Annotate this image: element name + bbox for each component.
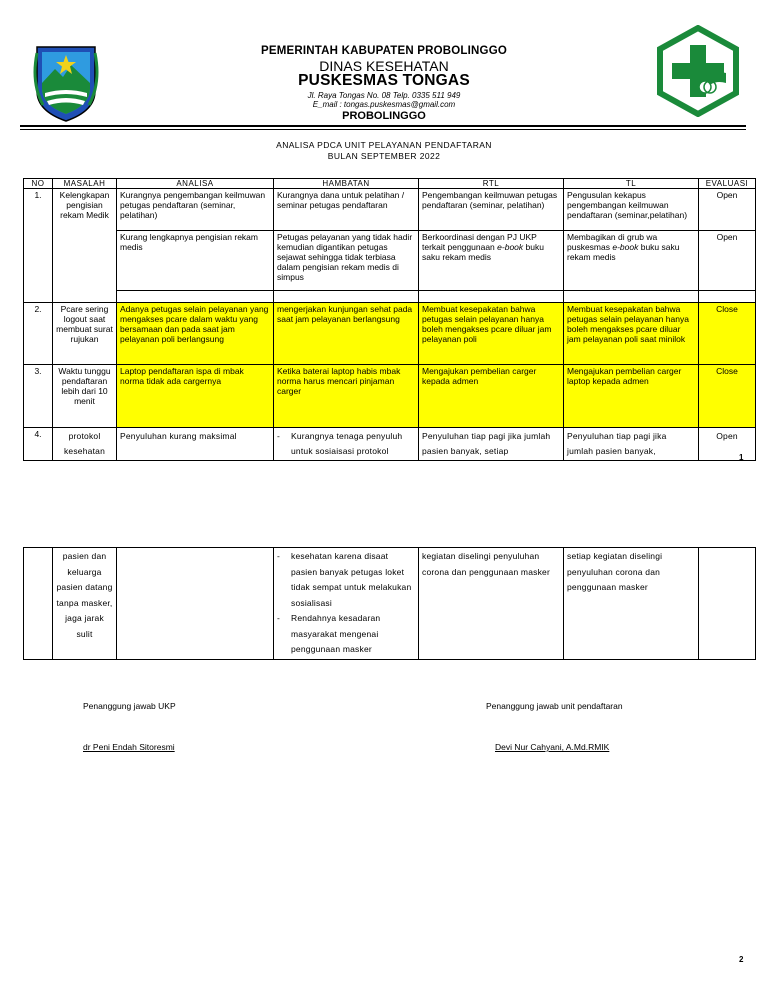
row4-masalah-part2: pasien dan keluarga pasien datang tanpa masker, jaga jarak sulit	[53, 548, 117, 660]
header-no: NO	[24, 179, 53, 189]
right-signatory-name: Devi Nur Cahyani, A.Md.RMIK	[495, 742, 610, 752]
row4-analisa: Penyuluhan kurang maksimal	[117, 428, 274, 461]
header-hambatan: HAMBATAN	[274, 179, 419, 189]
document-title: ANALISA PDCA UNIT PELAYANAN PENDAFTARAN	[276, 140, 492, 150]
row1-tl-1: Pengusulan kekapus pengembangan keilmuwan pendaftaran (seminar,pelatihan)	[564, 189, 699, 231]
government-name: PEMERINTAH KABUPATEN PROBOLINGGO	[261, 45, 507, 57]
page-number-1: 1	[739, 453, 744, 462]
document-subtitle: BULAN SEPTEMBER 2022	[327, 151, 441, 161]
table-row	[24, 428, 756, 461]
row1-hambatan-2: Petugas pelayanan yang tidak hadir kemudian digantikan petugas sejawat sehingga tidak terbiasa dalam pengisian rekam medis di simpus	[274, 231, 419, 291]
table-row	[24, 365, 756, 428]
header-rtl: RTL	[419, 179, 564, 189]
table-row	[24, 548, 756, 660]
probolinggo-emblem-logo	[33, 43, 99, 123]
row2-hambatan: mengerjakan kunjungan sehat pada saat jam pelayanan berlangsung	[274, 303, 419, 365]
row1-hambatan-1: Kurangnya dana untuk pelatihan / seminar petugas pendaftaran	[274, 189, 419, 231]
row4-evaluasi-cont	[699, 548, 756, 660]
row2-no: 2.	[24, 303, 53, 365]
row2-rtl: Membuat kesepakatan bahwa petugas selain pelayanan hanya boleh mengakses pcare diluar jam pelayanan poli	[419, 303, 564, 365]
row2-evaluasi: Close	[699, 303, 756, 365]
row1-evaluasi-1: Open	[699, 189, 756, 231]
row1-no: 1.	[24, 189, 53, 303]
table-spacer-row	[24, 291, 756, 303]
letterhead-rule-thin	[20, 129, 746, 130]
page-number-2: 2	[739, 955, 744, 964]
row1-rtl-2: Berkoordinasi dengan PJ UKP terkait penggunaan e-book buku saku rekam medis	[419, 231, 564, 291]
row3-rtl: Mengajukan pembelian carger kepada admen	[419, 365, 564, 428]
letterhead-rule-thick	[20, 125, 746, 127]
row4-hambatan-part1: - Kurangnya tenaga penyuluh untuk sosiaisasi protokol	[274, 428, 419, 461]
row1-rtl-1: Pengembangan keilmuwan petugas pendaftaran (seminar, pelatihan)	[419, 189, 564, 231]
row1-masalah: Kelengkapan pengisian rekam Medik	[53, 189, 117, 303]
row4-rtl-part2: kegiatan diselingi penyuluhan corona dan penggunaan masker	[419, 548, 564, 660]
puskesmas-logo	[652, 25, 744, 117]
row3-masalah: Waktu tunggu pendaftaran lebih dari 10 menit	[53, 365, 117, 428]
header-evaluasi: EVALUASI	[699, 179, 756, 189]
header-masalah: MASALAH	[53, 179, 117, 189]
row4-masalah-part1: protokol kesehatan	[53, 428, 117, 461]
department-name: DINAS KESEHATAN	[319, 58, 449, 74]
row3-evaluasi: Close	[699, 365, 756, 428]
row4-no-cont	[24, 548, 53, 660]
row4-rtl-part1: Penyuluhan tiap pagi jika jumlah pasien banyak, setiap	[419, 428, 564, 461]
pdca-table	[23, 178, 756, 461]
header-tl: TL	[564, 179, 699, 189]
address: Jl. Raya Tongas No. 08 Telp. 0335 511 949	[307, 91, 461, 100]
table-row	[24, 231, 756, 291]
row4-analisa-cont	[117, 548, 274, 660]
table-row	[24, 303, 756, 365]
row2-tl: Membuat kesepakatan bahwa petugas selain pelayanan hanya boleh mengakses pcare diluar jam pelayanan poli saat minilok	[564, 303, 699, 365]
row3-analisa: Laptop pendaftaran ispa di mbak norma tidak ada cargernya	[117, 365, 274, 428]
left-signatory-role: Penanggung jawab UKP	[83, 701, 176, 711]
row3-no: 3.	[24, 365, 53, 428]
table-header-row	[24, 179, 756, 189]
email: E_mail : tongas.puskesmas@gmail.com	[312, 100, 456, 109]
row2-masalah: Pcare sering logout saat membuat surat rujukan	[53, 303, 117, 365]
row4-hambatan-part2: - kesehatan karena disaat pasien banyak petugas loket tidak sempat untuk melakukan sosialisasi - Rendahnya kesadaran masyarakat mengenai penggunaan masker	[274, 548, 419, 660]
row4-tl-part2: setiap kegiatan diselingi penyuluhan corona dan penggunaan masker	[564, 548, 699, 660]
row1-tl-2: Membagikan di grub wa puskesmas e-book buku saku rekam medis	[564, 231, 699, 291]
row4-tl-part1: Penyuluhan tiap pagi jika jumlah pasien banyak,	[564, 428, 699, 461]
header-analisa: ANALISA	[117, 179, 274, 189]
right-signatory-role: Penanggung jawab unit pendaftaran	[486, 701, 623, 711]
row2-analisa: Adanya petugas selain pelayanan yang mengakses pcare dalam waktu yang bersamaan dan pada saat jam pelayanan poli berlangsung	[117, 303, 274, 365]
left-signatory-name: dr Peni Endah Sitoresmi	[83, 742, 175, 752]
row1-evaluasi-2: Open	[699, 231, 756, 291]
row4-evaluasi: Open	[699, 428, 756, 461]
row1-analisa-2: Kurang lengkapnya pengisian rekam medis	[117, 231, 274, 291]
city: PROBOLINGGO	[342, 110, 426, 122]
table-row	[24, 189, 756, 231]
row3-tl: Mengajukan pembelian carger laptop kepada admen	[564, 365, 699, 428]
row4-no: 4.	[24, 428, 53, 461]
row1-analisa-1: Kurangnya pengembangan keilmuwan petugas pendaftaran (seminar, pelatihan)	[117, 189, 274, 231]
row3-hambatan: Ketika baterai laptop habis mbak norma harus mencari pinjaman carger	[274, 365, 419, 428]
pdca-table-continued	[23, 547, 756, 660]
institution-name: PUSKESMAS TONGAS	[298, 72, 470, 89]
